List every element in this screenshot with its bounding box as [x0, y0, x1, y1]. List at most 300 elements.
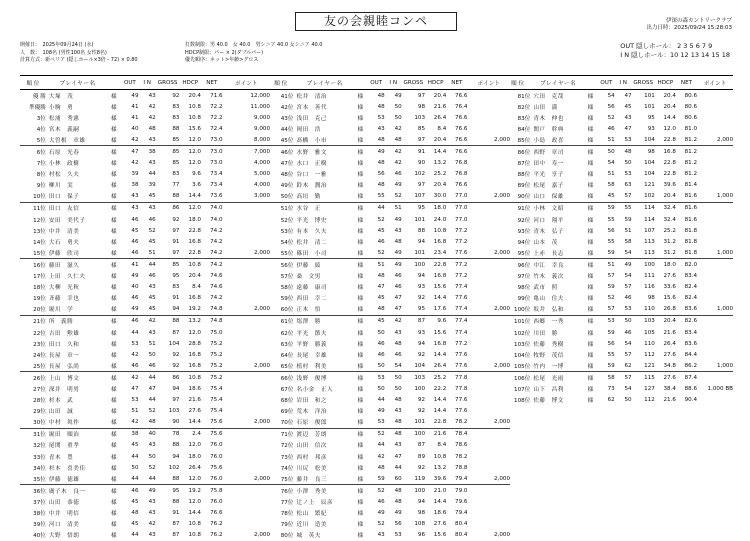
out-score-cell: 59	[607, 362, 615, 369]
in-score-cell: 46	[394, 171, 402, 178]
rank-cell: 7位	[36, 161, 46, 168]
net-cell: 76.0	[210, 442, 223, 449]
player-name-cell: 河口 翔平	[533, 217, 564, 224]
table-row	[20, 123, 270, 134]
net-cell: 74.2	[210, 238, 223, 245]
hdcp-cell: 27.6	[655, 372, 676, 384]
out-score-cell: 46	[131, 238, 139, 245]
hdcp-cell: 25.2	[425, 372, 446, 384]
honorific-cell: 様	[583, 315, 598, 327]
net-cell: 84.4	[684, 351, 698, 358]
player-name-cell: 田口 保子	[48, 194, 80, 201]
net-header: NET	[201, 76, 223, 90]
out-score-cell: 49	[377, 510, 385, 517]
player-name-cell: 山下 昌利	[533, 386, 564, 393]
hdcp-cell: 18.0	[188, 453, 201, 460]
player-name-cell: 中村 眞作	[48, 420, 80, 427]
rank-header: 順 位	[268, 76, 293, 90]
in-score-cell: 46	[148, 216, 156, 223]
points-cell	[223, 372, 270, 384]
gross-cell: 98	[647, 295, 655, 302]
player-name-cell: 谷口 一雅	[296, 172, 327, 179]
player-name-cell: 伊藤 徳雄	[48, 476, 80, 483]
in-score-cell: 42	[139, 315, 156, 327]
player-name-header: プレイヤー名	[293, 76, 352, 90]
table-row	[268, 180, 510, 191]
table-row	[505, 146, 733, 158]
gross-cell: 90	[172, 419, 180, 426]
out-score-cell: 47	[131, 385, 139, 392]
honorific-cell: 様	[357, 409, 364, 416]
rank-cell: 80位	[280, 533, 294, 540]
honorific-cell: 様	[357, 183, 364, 190]
rank-cell: 43位	[280, 115, 294, 122]
honorific-cell: 様	[587, 285, 594, 292]
player-name-cell: 山田 誠	[48, 409, 74, 416]
hdcp-cell: 16.8	[433, 238, 447, 245]
out-score-cell: 56	[607, 103, 615, 110]
table-row	[268, 519, 510, 530]
points-cell	[223, 462, 270, 473]
honorific-cell: 様	[357, 217, 364, 224]
out-score-cell: 48	[377, 464, 385, 471]
in-score-cell: 54	[624, 340, 632, 347]
hdcp-cell: 21.6	[433, 103, 447, 110]
points-cell	[697, 202, 733, 214]
player-name-cell: 関戸 幹典	[533, 126, 564, 133]
points-cell	[223, 507, 270, 518]
table-row	[505, 247, 733, 259]
hdcp-cell: 26.4	[663, 340, 676, 347]
player-name-cell: 上山 博文	[46, 372, 106, 384]
hdcp-cell: 18.6	[188, 385, 201, 392]
player-name-cell: 村松 久夫	[48, 172, 80, 179]
player-name-cell: 水野 雅文	[293, 146, 352, 158]
hdcp-cell: 20.4	[663, 103, 676, 110]
in-score-cell: 47	[394, 295, 402, 302]
in-score-cell: 54	[624, 385, 632, 392]
hdcp-cell: 14.4	[663, 114, 676, 121]
points-cell	[223, 271, 270, 282]
net-cell: 73.4	[210, 171, 223, 178]
hdcp-cell: 12.0	[179, 202, 201, 214]
out-score-cell: 56	[377, 171, 385, 178]
player-name-cell: 伊藤 綾	[293, 259, 352, 271]
out-score-cell: 51	[607, 136, 615, 143]
in-score-cell: 43	[394, 227, 402, 234]
gross-cell: 97	[172, 397, 180, 404]
rank-cell: 92位	[517, 217, 531, 224]
hdcp-cell: 16.8	[188, 238, 201, 245]
gross-cell: 77	[172, 182, 180, 189]
out-score-cell: 43	[377, 125, 385, 132]
gross-cell: 100	[402, 428, 425, 440]
honorific-cell: 様	[587, 194, 594, 201]
gross-cell: 92	[417, 408, 426, 415]
gross-cell: 100	[402, 259, 425, 271]
hdcp-cell: 21.6	[188, 397, 201, 404]
gross-cell: 127	[644, 385, 655, 392]
gross-cell: 94	[172, 306, 180, 313]
hdcp-cell: 22.8	[188, 227, 201, 234]
points-cell: 12,000	[250, 92, 270, 99]
points-cell: 2,000	[493, 193, 510, 200]
hdcp-cell: 22.8	[663, 136, 676, 143]
points-cell: 2,000	[253, 306, 270, 313]
in-score-cell: 50	[385, 372, 402, 384]
points-cell	[697, 349, 733, 360]
net-cell: 77.2	[455, 227, 468, 234]
out-score-cell: 47	[377, 284, 385, 291]
in-score-cell: 49	[385, 259, 402, 271]
points-cell	[223, 451, 270, 462]
hidden-holes	[620, 42, 730, 60]
points-cell	[467, 372, 510, 384]
gross-cell: 104	[414, 362, 426, 369]
rank-cell: 37位	[33, 499, 46, 506]
honorific-cell: 様	[353, 485, 368, 497]
points-cell: 2,000	[493, 306, 510, 313]
table-row	[505, 259, 733, 271]
net-cell: 74.0	[210, 216, 223, 223]
honorific-cell: 様	[353, 428, 368, 440]
honorific-cell: 様	[357, 330, 364, 337]
net-cell: 76.6	[455, 182, 468, 189]
gross-cell: 97	[417, 136, 426, 143]
gross-cell: 85	[156, 146, 180, 158]
table-row	[268, 123, 510, 134]
in-score-cell: 42	[148, 521, 156, 528]
out-score-cell: 59	[598, 202, 615, 214]
in-score-cell: 44	[148, 397, 156, 404]
rank-cell: 91位	[505, 202, 530, 214]
player-name-cell: 佐藤 博文	[533, 398, 564, 405]
net-cell: 77.4	[446, 315, 467, 327]
points-header: ポイント	[223, 76, 270, 90]
points-cell: 9,000	[253, 125, 270, 132]
in-score-cell: 43	[394, 442, 402, 449]
rank-cell: 21位	[20, 315, 46, 327]
in-score-cell: 46	[148, 273, 156, 280]
gross-cell: 98	[632, 146, 655, 158]
in-score-cell: 44	[139, 259, 156, 271]
honorific-cell: 様	[587, 161, 594, 168]
honorific-cell: 様	[357, 499, 364, 506]
honorific-cell: 様	[110, 443, 117, 450]
out-score-cell: 49	[368, 146, 385, 158]
honorific-cell: 様	[357, 341, 364, 348]
gross-cell: 102	[644, 193, 655, 200]
in-score-cell: 43	[624, 114, 632, 121]
out-score-cell: 54	[607, 160, 615, 167]
in-score-cell: 48	[148, 125, 156, 132]
in-score-cell: 50	[394, 114, 402, 121]
hdcp-cell: 10.8	[188, 521, 201, 528]
results-table-2	[268, 75, 510, 541]
event-participants: 人 数： 108名 (男性100名 女性8名)	[20, 49, 107, 56]
honorific-cell: 様	[110, 285, 117, 292]
rank-cell: 103位	[514, 341, 531, 348]
net-cell: 77.8	[455, 385, 468, 392]
net-cell: 75.2	[210, 362, 223, 369]
table-row	[20, 214, 270, 225]
hdcp-cell: 14.4	[433, 408, 447, 415]
in-score-cell: 46	[624, 295, 632, 302]
gross-cell: 95	[156, 485, 180, 497]
gross-cell: 85	[172, 136, 180, 143]
gross-cell: 93	[647, 125, 655, 132]
net-cell: 79.4	[455, 510, 468, 517]
points-cell	[467, 395, 510, 406]
in-score-cell: 57	[624, 351, 632, 358]
hdcp-cell: 39.6	[433, 475, 447, 482]
honorific-cell: 様	[587, 386, 594, 393]
in-score-cell: 46	[394, 273, 402, 280]
net-cell: 77.0	[455, 216, 468, 223]
gross-cell: 103	[414, 114, 426, 121]
hdcp-header: HDCP	[655, 76, 676, 90]
in-score-cell: 43	[148, 92, 156, 99]
table-row	[505, 282, 733, 293]
hdcp-cell: 18.6	[433, 510, 447, 517]
hdcp-cell: 18.0	[655, 259, 676, 271]
player-name-cell: 青木 豊	[48, 454, 74, 461]
player-name-cell: 岡田 浩	[296, 126, 321, 133]
out-score-cell: 55	[607, 238, 615, 245]
points-cell: 2,000	[253, 362, 270, 369]
out-score-cell: 45	[131, 227, 139, 234]
table-row	[268, 191, 510, 203]
rank-cell: 88位	[517, 172, 531, 179]
in-score-cell: 54	[624, 249, 632, 256]
net-cell: 73.6	[210, 193, 223, 200]
out-score-cell: 46	[377, 340, 385, 347]
net-cell: 76.6	[455, 114, 468, 121]
player-name-cell: 大曽根 章雄	[48, 137, 86, 144]
rank-cell: 97位	[517, 274, 531, 281]
out-score-cell: 58	[598, 372, 615, 384]
honorific-cell: 様	[357, 511, 364, 518]
honorific-cell: 様	[357, 533, 364, 540]
out-score-cell: 46	[121, 485, 138, 497]
honorific-cell: 様	[357, 386, 364, 393]
out-score-cell: 51	[368, 259, 385, 271]
rank-cell: 32位	[33, 443, 46, 450]
rank-cell: 40位	[33, 533, 46, 540]
gross-cell: 103	[402, 372, 425, 384]
rank-cell: 34位	[33, 465, 46, 472]
rank-cell: 56位	[268, 259, 293, 271]
net-cell: 78.2	[455, 419, 468, 426]
in-score-cell: 43	[394, 408, 402, 415]
hdcp-cell: 15.6	[663, 295, 676, 302]
gross-cell: 102	[168, 464, 180, 471]
event-info-right	[185, 42, 322, 65]
net-cell: 81.2	[684, 171, 698, 178]
player-name-cell: 杉本 喜美佳	[48, 465, 86, 472]
hdcp-cell: 12.0	[188, 136, 201, 143]
in-score-cell: 54	[624, 273, 632, 280]
points-cell	[467, 169, 510, 180]
out-score-cell: 51	[131, 408, 139, 415]
in-score-cell: 57	[624, 193, 632, 200]
table-row	[20, 282, 270, 293]
player-name-cell: 渡辺 芳朗	[293, 428, 352, 440]
out-score-cell: 44	[131, 475, 139, 482]
rank-cell: 41位	[280, 93, 294, 100]
hdcp-cell: 8.4	[437, 125, 447, 132]
club-name: 伊深の森カントリークラブ	[665, 18, 732, 24]
hdcp-cell: 16.8	[188, 362, 201, 369]
in-score-cell: 62	[624, 362, 632, 369]
player-name-cell: 正木 悟	[296, 307, 321, 314]
out-score-cell: 55	[607, 351, 615, 358]
honorific-cell: 様	[357, 352, 364, 359]
honorific-header	[106, 76, 121, 90]
rank-cell: 60位	[280, 307, 294, 314]
table-row	[268, 496, 510, 507]
out-score-cell: 73	[607, 385, 615, 392]
gross-cell: 95	[647, 114, 655, 121]
points-cell	[697, 158, 733, 169]
net-cell: 77.4	[455, 284, 468, 291]
rank-cell: 19位	[33, 296, 46, 303]
table-row	[268, 202, 510, 214]
in-score-cell: 44	[148, 475, 156, 482]
player-name-cell: 西田 幸二	[296, 296, 327, 303]
in-score-cell: 45	[624, 103, 632, 110]
points-cell: 1,000	[716, 193, 733, 200]
out-score-cell: 52	[377, 521, 385, 528]
player-name-cell: 斉藤 幸也	[48, 296, 80, 303]
net-cell: 72.4	[210, 125, 223, 132]
net-cell: 78.4	[446, 428, 467, 440]
rank-cell: 83位	[517, 115, 531, 122]
rank-cell: 73位	[280, 454, 294, 461]
rank-cell: 15位	[33, 250, 46, 257]
out-score-cell: 57	[607, 273, 615, 280]
net-cell: 75.2	[210, 351, 223, 358]
rank-cell: 51位	[268, 202, 293, 214]
in-score-cell: 43	[148, 160, 156, 167]
rank-cell: 準優勝	[29, 104, 46, 111]
points-cell	[467, 282, 510, 293]
out-score-cell: 58	[607, 182, 615, 189]
gross-cell: 91	[402, 146, 425, 158]
player-name-cell: 平光 節夫	[296, 330, 327, 337]
player-name-cell: 平野 勝義	[296, 341, 327, 348]
rank-cell: 104位	[514, 352, 531, 359]
honorific-header	[583, 76, 598, 90]
gross-cell: 92	[417, 295, 426, 302]
net-cell: 75.8	[201, 485, 223, 497]
honorific-cell: 様	[587, 172, 594, 179]
rank-cell: 87位	[517, 161, 531, 168]
table-row	[268, 225, 510, 236]
rank-cell: 59位	[280, 296, 294, 303]
out-score-cell: 56	[607, 227, 615, 234]
points-header: ポイント	[467, 76, 510, 90]
in-score-cell: 43	[148, 532, 156, 539]
in-score-cell: 46	[624, 329, 632, 336]
rank-cell: 5位	[36, 137, 46, 144]
hdcp-cell: 21.6	[663, 329, 676, 336]
table-row	[20, 158, 270, 169]
honorific-cell: 様	[357, 363, 364, 370]
out-score-cell: 44	[131, 532, 139, 539]
gross-cell: 94	[417, 238, 426, 245]
in-score-cell: 49	[139, 485, 156, 497]
table-row	[268, 214, 510, 225]
in-score-cell: 47	[624, 125, 632, 132]
net-cell: 77.2	[455, 273, 468, 280]
honorific-cell: 様	[587, 137, 594, 144]
out-score-cell: 38	[121, 428, 138, 440]
hdcp-cell: 10.8	[433, 453, 447, 460]
points-cell	[223, 395, 270, 406]
table-header-row	[268, 76, 510, 90]
net-cell: 77.2	[455, 238, 468, 245]
rank-cell: 47位	[280, 161, 294, 168]
hdcp-cell: 20.4	[655, 315, 676, 327]
out-score-cell: 45	[131, 498, 139, 505]
honorific-cell: 様	[357, 228, 364, 235]
points-cell: 2,000	[253, 249, 270, 256]
gross-cell: 88	[156, 315, 180, 327]
player-name-cell: 深井 明男	[48, 386, 80, 393]
table-row	[505, 315, 733, 327]
player-name-cell: 浅野 俊博	[293, 372, 352, 384]
honorific-cell: 様	[110, 522, 117, 529]
table-row	[268, 428, 510, 440]
hdcp-cell: 16.8	[188, 351, 201, 358]
honorific-cell: 様	[357, 398, 364, 405]
table-row	[268, 101, 510, 112]
in-score-cell: 38	[139, 146, 156, 158]
out-score-cell: 38	[131, 182, 139, 189]
table-row	[268, 134, 510, 146]
player-name-cell: 水谷 正	[293, 202, 352, 214]
in-score-cell: 42	[385, 315, 402, 327]
gross-cell: 89	[417, 453, 426, 460]
out-score-cell: 55	[607, 216, 615, 223]
table-row	[268, 293, 510, 304]
gross-cell: 115	[632, 372, 655, 384]
honorific-cell: 様	[357, 239, 364, 246]
points-cell	[467, 315, 510, 327]
hdcp-cell: 15.6	[433, 284, 447, 291]
hidden-holes-in: I N 隠しホール：10 12 13 14 15 18	[620, 51, 730, 59]
out-score-cell: 45	[368, 315, 385, 327]
hdcp-cell: 25.2	[433, 171, 447, 178]
points-cell	[467, 259, 510, 271]
hdcp-cell: 14.4	[188, 419, 201, 426]
points-cell: 1,000	[716, 306, 733, 313]
table-row	[505, 293, 733, 304]
player-name-cell: 大柳 光秋	[48, 285, 80, 292]
out-score-cell: 46	[607, 125, 615, 132]
table-row	[268, 282, 510, 293]
net-cell: 74.2	[210, 249, 223, 256]
player-name-cell: 浅田 克己	[296, 115, 327, 122]
table-row	[20, 519, 270, 530]
player-name-cell: 塩澤 勝	[293, 315, 352, 327]
gross-cell: 88	[417, 227, 426, 234]
gross-cell: 88	[172, 442, 180, 449]
hdcp-cell: 13.2	[433, 464, 447, 471]
points-cell	[467, 428, 510, 440]
rank-cell: 84位	[517, 126, 531, 133]
